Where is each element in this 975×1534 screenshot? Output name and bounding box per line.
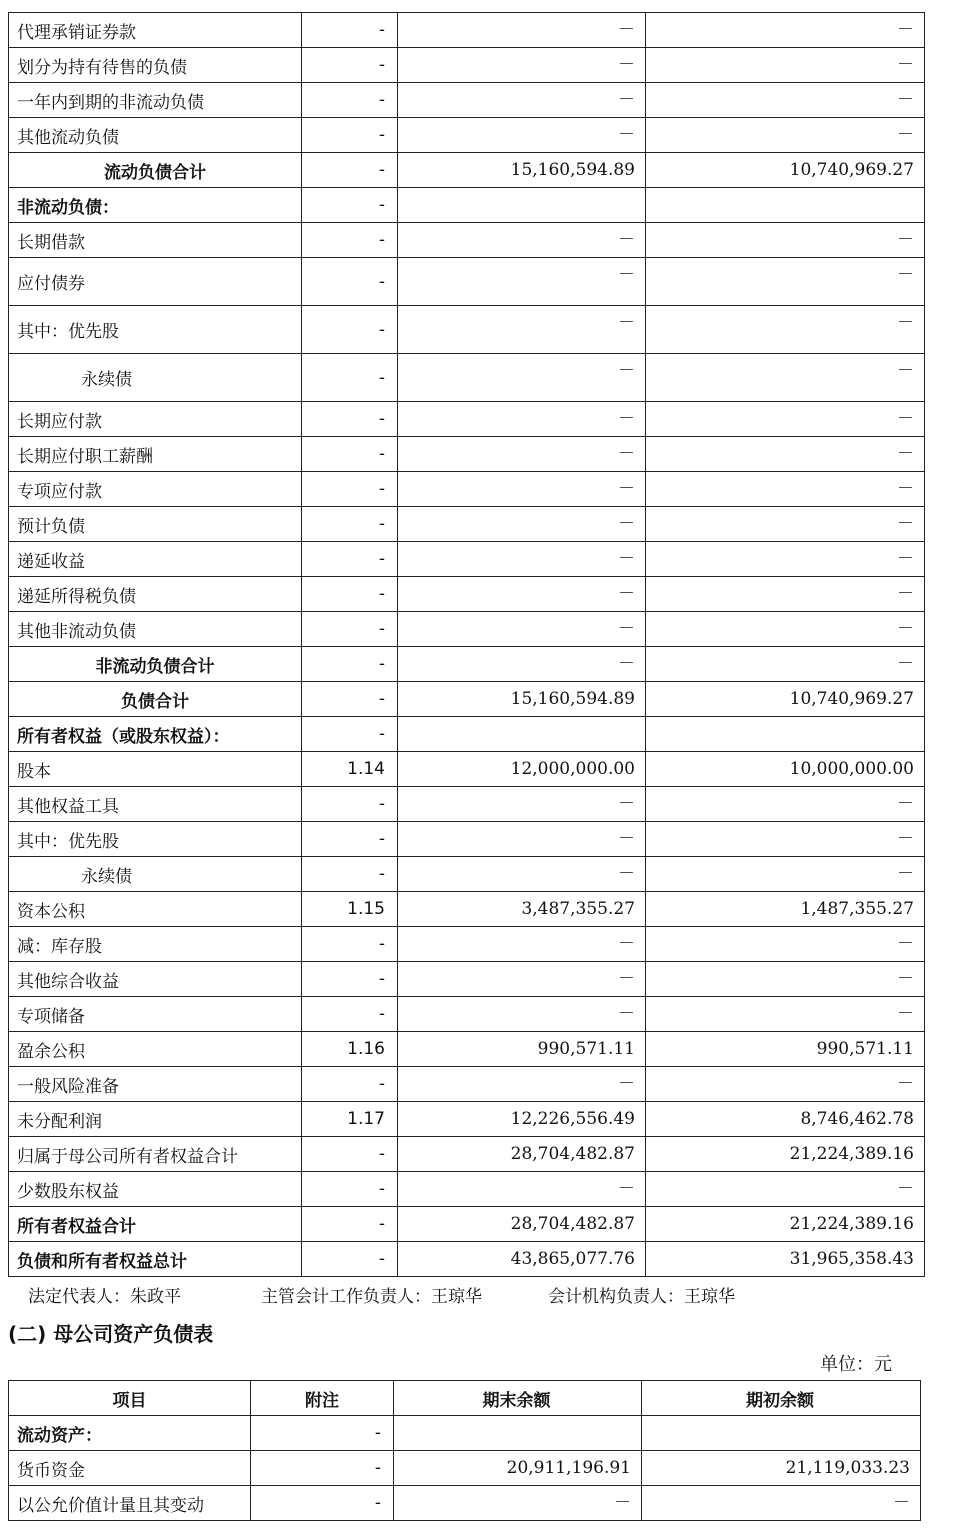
row-end-balance: 12,226,556.49 xyxy=(398,1102,646,1137)
row-begin-balance: 10,000,000.00 xyxy=(646,752,925,787)
row-note: - xyxy=(302,612,398,647)
row-label: 负债合计 xyxy=(9,682,302,717)
row-end-balance: － xyxy=(398,13,646,48)
row-note: - xyxy=(302,682,398,717)
row-end-balance: 3,487,355.27 xyxy=(398,892,646,927)
table-row xyxy=(9,258,925,306)
row-note: - xyxy=(302,1172,398,1207)
row-note: - xyxy=(302,48,398,83)
table-row xyxy=(9,1137,925,1172)
row-begin-balance: － xyxy=(646,542,925,577)
table-row xyxy=(9,682,925,717)
row-begin-balance: 31,965,358.43 xyxy=(646,1242,925,1277)
header-end-balance: 期末余额 xyxy=(394,1381,642,1416)
row-label: 其他流动负债 xyxy=(9,118,302,153)
table-row xyxy=(9,857,925,892)
row-end-balance: － xyxy=(398,1067,646,1102)
row-label: 专项储备 xyxy=(9,997,302,1032)
row-end-balance: － xyxy=(398,472,646,507)
row-note: - xyxy=(251,1451,394,1486)
row-note: - xyxy=(302,542,398,577)
table-row xyxy=(9,822,925,857)
row-label: 所有者权益（或股东权益）： xyxy=(9,717,302,752)
row-label: 少数股东权益 xyxy=(9,1172,302,1207)
row-end-balance: － xyxy=(398,437,646,472)
row-label: 其他非流动负债 xyxy=(9,612,302,647)
row-end-balance: 12,000,000.00 xyxy=(398,752,646,787)
row-note: - xyxy=(302,188,398,223)
row-end-balance: － xyxy=(398,118,646,153)
row-begin-balance: － xyxy=(642,1486,921,1521)
row-begin-balance: － xyxy=(646,927,925,962)
table-row xyxy=(9,306,925,354)
parent-balance-sheet-table xyxy=(8,1380,921,1521)
row-begin-balance: － xyxy=(646,577,925,612)
row-note: - xyxy=(302,1067,398,1102)
row-begin-balance: － xyxy=(646,118,925,153)
row-note: 1.17 xyxy=(302,1102,398,1137)
row-label: 以公允价值计量且其变动 xyxy=(9,1486,251,1521)
table-row xyxy=(9,118,925,153)
table-row xyxy=(9,892,925,927)
row-note: - xyxy=(302,507,398,542)
table-row xyxy=(9,1416,921,1451)
row-label: 递延所得税负债 xyxy=(9,577,302,612)
row-note: - xyxy=(302,1207,398,1242)
table-row xyxy=(9,647,925,682)
row-label: 一年内到期的非流动负债 xyxy=(9,83,302,118)
table-row xyxy=(9,542,925,577)
row-note: - xyxy=(302,717,398,752)
row-begin-balance: － xyxy=(646,822,925,857)
row-begin-balance: 21,224,389.16 xyxy=(646,1207,925,1242)
row-note: 1.15 xyxy=(302,892,398,927)
accounting-head: 主管会计工作负责人：王琼华 xyxy=(261,1287,482,1307)
row-label: 所有者权益合计 xyxy=(9,1207,302,1242)
row-label: 长期应付职工薪酬 xyxy=(9,437,302,472)
row-begin-balance: － xyxy=(646,507,925,542)
row-begin-balance: 10,740,969.27 xyxy=(646,682,925,717)
row-note: - xyxy=(302,13,398,48)
row-note: - xyxy=(302,306,398,354)
table-row xyxy=(9,437,925,472)
row-label: 归属于母公司所有者权益合计 xyxy=(9,1137,302,1172)
row-begin-balance: － xyxy=(646,306,925,354)
row-begin-balance: － xyxy=(646,437,925,472)
row-note: - xyxy=(302,472,398,507)
balance-sheet-table xyxy=(8,12,925,1277)
row-end-balance: 20,911,196.91 xyxy=(394,1451,642,1486)
table-row xyxy=(9,717,925,752)
row-begin-balance: － xyxy=(646,13,925,48)
signature-footer xyxy=(28,1282,735,1307)
table-row xyxy=(9,1207,925,1242)
row-label: 长期借款 xyxy=(9,223,302,258)
row-note: - xyxy=(302,962,398,997)
row-note: - xyxy=(302,223,398,258)
row-begin-balance: － xyxy=(646,787,925,822)
table-row xyxy=(9,1102,925,1137)
row-begin-balance: － xyxy=(646,647,925,682)
row-end-balance: － xyxy=(398,83,646,118)
row-end-balance: － xyxy=(394,1486,642,1521)
row-label: 货币资金 xyxy=(9,1451,251,1486)
row-begin-balance: 8,746,462.78 xyxy=(646,1102,925,1137)
table-row xyxy=(9,1242,925,1277)
row-note: - xyxy=(302,647,398,682)
row-begin-balance: － xyxy=(646,1172,925,1207)
row-end-balance: － xyxy=(398,306,646,354)
row-end-balance: － xyxy=(398,822,646,857)
row-label: 长期应付款 xyxy=(9,402,302,437)
table-row xyxy=(9,354,925,402)
table-row xyxy=(9,927,925,962)
row-end-balance: 43,865,077.76 xyxy=(398,1242,646,1277)
row-begin-balance: 1,487,355.27 xyxy=(646,892,925,927)
row-label: 代理承销证券款 xyxy=(9,13,302,48)
row-end-balance: 15,160,594.89 xyxy=(398,153,646,188)
row-label: 减：库存股 xyxy=(9,927,302,962)
header-item: 项目 xyxy=(9,1381,251,1416)
row-label: 其他综合收益 xyxy=(9,962,302,997)
table-row xyxy=(9,1032,925,1067)
row-end-balance: － xyxy=(398,48,646,83)
row-begin-balance: － xyxy=(646,354,925,402)
row-begin-balance: － xyxy=(646,857,925,892)
table-row xyxy=(9,402,925,437)
row-begin-balance xyxy=(646,188,925,223)
legal-representative: 法定代表人：朱政平 xyxy=(28,1287,181,1307)
row-begin-balance: 10,740,969.27 xyxy=(646,153,925,188)
row-end-balance: － xyxy=(398,962,646,997)
table-row xyxy=(9,83,925,118)
row-note: - xyxy=(302,83,398,118)
row-label: 专项应付款 xyxy=(9,472,302,507)
row-label: 资本公积 xyxy=(9,892,302,927)
section-title: (二) 母公司资产负债表 xyxy=(8,1322,214,1346)
row-begin-balance: － xyxy=(646,258,925,306)
table-row xyxy=(9,13,925,48)
balance-sheet-body xyxy=(9,13,925,1277)
row-label: 股本 xyxy=(9,752,302,787)
row-begin-balance: － xyxy=(646,402,925,437)
row-end-balance xyxy=(394,1416,642,1451)
row-note: - xyxy=(302,402,398,437)
table-row xyxy=(9,962,925,997)
row-label: 其中：优先股 xyxy=(9,822,302,857)
row-label: 划分为持有待售的负债 xyxy=(9,48,302,83)
row-label: 非流动负债： xyxy=(9,188,302,223)
table-row xyxy=(9,577,925,612)
row-label: 应付债券 xyxy=(9,258,302,306)
header-note: 附注 xyxy=(251,1381,394,1416)
row-begin-balance: － xyxy=(646,48,925,83)
row-end-balance: － xyxy=(398,647,646,682)
row-label: 递延收益 xyxy=(9,542,302,577)
row-begin-balance xyxy=(642,1416,921,1451)
table-row xyxy=(9,1451,921,1486)
row-note: 1.14 xyxy=(302,752,398,787)
row-begin-balance xyxy=(646,717,925,752)
row-end-balance: － xyxy=(398,542,646,577)
table-row xyxy=(9,1172,925,1207)
row-end-balance: 990,571.11 xyxy=(398,1032,646,1067)
row-note: - xyxy=(302,787,398,822)
row-begin-balance: － xyxy=(646,472,925,507)
row-begin-balance: － xyxy=(646,223,925,258)
table-row xyxy=(9,153,925,188)
row-end-balance: － xyxy=(398,927,646,962)
row-note: 1.16 xyxy=(302,1032,398,1067)
row-end-balance xyxy=(398,188,646,223)
parent-balance-sheet-body xyxy=(9,1416,921,1521)
table-header-row xyxy=(9,1381,921,1416)
row-begin-balance: 21,224,389.16 xyxy=(646,1137,925,1172)
row-label: 盈余公积 xyxy=(9,1032,302,1067)
row-note: - xyxy=(251,1486,394,1521)
row-label: 一般风险准备 xyxy=(9,1067,302,1102)
row-begin-balance: － xyxy=(646,83,925,118)
table-row xyxy=(9,1067,925,1102)
row-note: - xyxy=(302,927,398,962)
table-row xyxy=(9,1486,921,1521)
row-note: - xyxy=(302,437,398,472)
row-begin-balance: － xyxy=(646,1067,925,1102)
header-begin-balance: 期初余额 xyxy=(642,1381,921,1416)
row-note: - xyxy=(302,258,398,306)
row-note: - xyxy=(302,118,398,153)
row-label: 未分配利润 xyxy=(9,1102,302,1137)
row-label: 非流动负债合计 xyxy=(9,647,302,682)
table-row xyxy=(9,472,925,507)
row-note: - xyxy=(302,354,398,402)
row-label: 负债和所有者权益总计 xyxy=(9,1242,302,1277)
table-row xyxy=(9,48,925,83)
row-begin-balance: － xyxy=(646,962,925,997)
row-begin-balance: － xyxy=(646,612,925,647)
table-row xyxy=(9,507,925,542)
table-row xyxy=(9,612,925,647)
table-row xyxy=(9,223,925,258)
row-end-balance: － xyxy=(398,223,646,258)
row-note: - xyxy=(302,153,398,188)
row-note: - xyxy=(251,1416,394,1451)
row-end-balance: － xyxy=(398,1172,646,1207)
agency-head: 会计机构负责人：王琼华 xyxy=(548,1287,735,1307)
row-note: - xyxy=(302,577,398,612)
row-end-balance: － xyxy=(398,997,646,1032)
row-end-balance xyxy=(398,717,646,752)
row-end-balance: － xyxy=(398,402,646,437)
table-row xyxy=(9,752,925,787)
row-label: 其中：优先股 xyxy=(9,306,302,354)
row-note: - xyxy=(302,1137,398,1172)
unit-label: 单位：元 xyxy=(820,1354,892,1375)
row-label: 流动资产： xyxy=(9,1416,251,1451)
row-label: 其他权益工具 xyxy=(9,787,302,822)
row-end-balance: － xyxy=(398,258,646,306)
row-end-balance: 28,704,482.87 xyxy=(398,1137,646,1172)
row-end-balance: － xyxy=(398,857,646,892)
row-note: - xyxy=(302,1242,398,1277)
row-end-balance: － xyxy=(398,787,646,822)
row-end-balance: 28,704,482.87 xyxy=(398,1207,646,1242)
table-row xyxy=(9,997,925,1032)
row-end-balance: － xyxy=(398,507,646,542)
row-note: - xyxy=(302,822,398,857)
row-end-balance: － xyxy=(398,577,646,612)
row-note: - xyxy=(302,997,398,1032)
row-label: 永续债 xyxy=(9,354,302,402)
table-row xyxy=(9,188,925,223)
row-begin-balance: － xyxy=(646,997,925,1032)
row-label: 流动负债合计 xyxy=(9,153,302,188)
row-begin-balance: 990,571.11 xyxy=(646,1032,925,1067)
row-end-balance: － xyxy=(398,612,646,647)
table-row xyxy=(9,787,925,822)
row-label: 预计负债 xyxy=(9,507,302,542)
row-begin-balance: 21,119,033.23 xyxy=(642,1451,921,1486)
row-note: - xyxy=(302,857,398,892)
row-end-balance: － xyxy=(398,354,646,402)
row-end-balance: 15,160,594.89 xyxy=(398,682,646,717)
row-label: 永续债 xyxy=(9,857,302,892)
